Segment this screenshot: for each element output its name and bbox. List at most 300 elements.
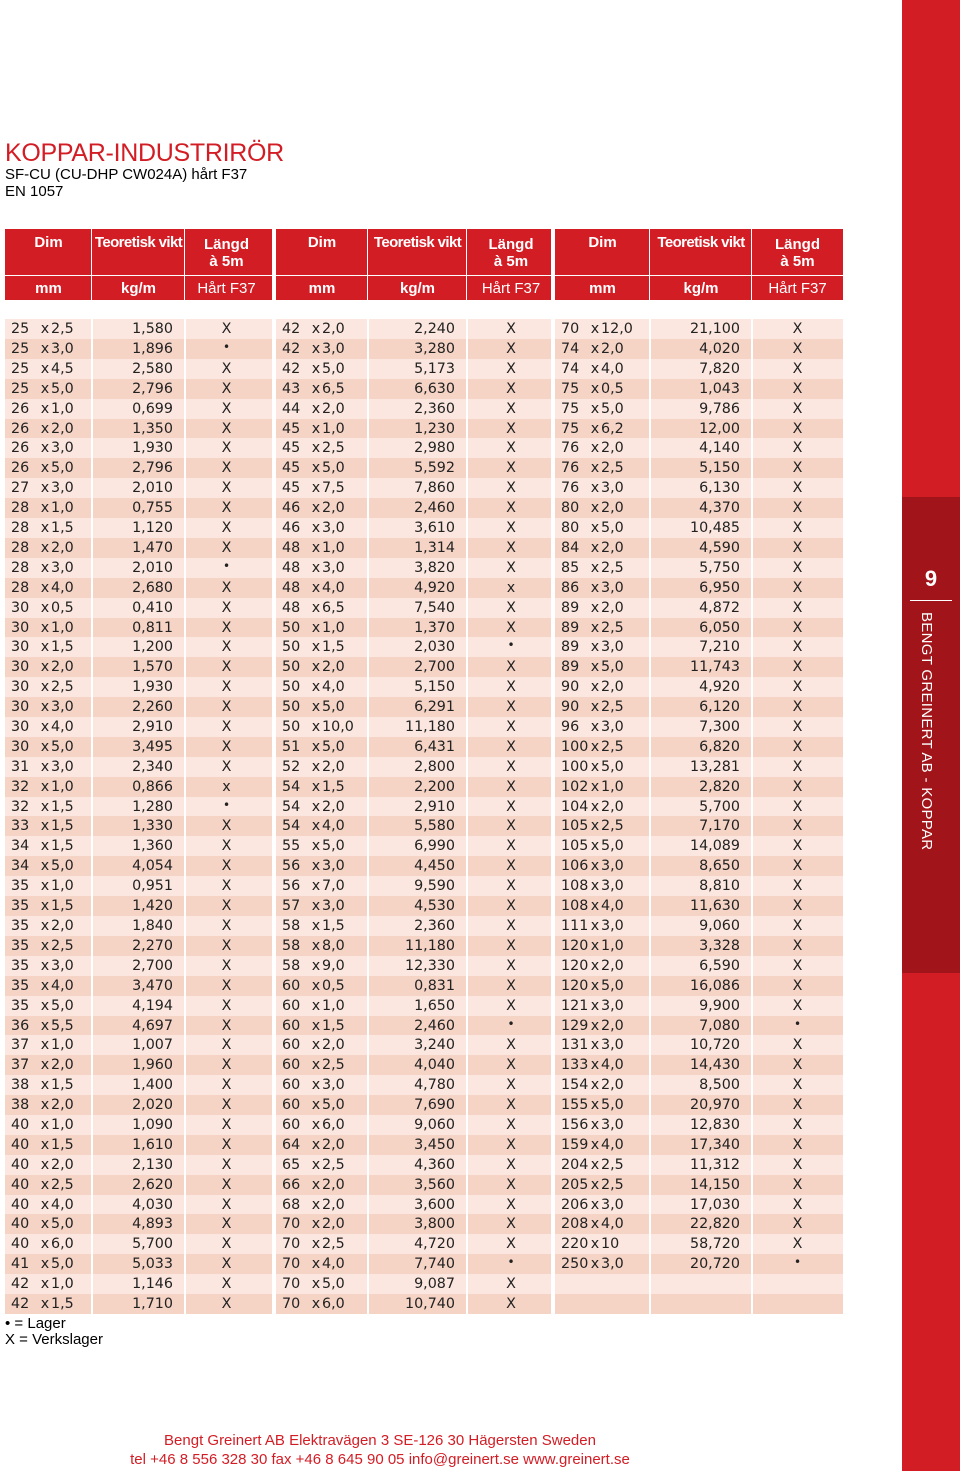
dim-wall: 2,0 (322, 321, 345, 337)
group-divider (551, 1214, 555, 1234)
weight-value: 5,592 (414, 460, 455, 476)
dim-wall: 5,0 (601, 659, 624, 675)
weight-value: 1,146 (132, 1276, 173, 1292)
dim-times: x (590, 659, 600, 675)
dim-wall: 3,0 (322, 560, 345, 576)
stock-mark: X (506, 1077, 516, 1093)
dim-wall: 2,5 (322, 1057, 345, 1073)
dim-wall: 2,0 (601, 440, 624, 456)
dim-outer: 90 (561, 699, 580, 715)
header-divider-horizontal (5, 275, 843, 276)
stock-mark: X (506, 1236, 516, 1252)
dim-outer: 34 (11, 838, 30, 854)
group-divider (551, 319, 555, 339)
dim-outer: 42 (282, 361, 301, 377)
dim-outer: 96 (561, 719, 580, 735)
stock-mark: X (506, 341, 516, 357)
weight-value: 7,690 (414, 1097, 455, 1113)
dim-wall: 5,0 (322, 1097, 345, 1113)
table-row (5, 976, 843, 996)
weight-value: 1,930 (132, 679, 173, 695)
stock-mark: X (792, 1197, 803, 1213)
dim-wall: 2,0 (322, 401, 345, 417)
table-row (5, 438, 843, 458)
weight-value: 10,485 (689, 520, 740, 536)
stock-dot: • (793, 1255, 802, 1269)
weight-value: 1,280 (132, 799, 173, 815)
dim-wall: 2,0 (322, 1137, 345, 1153)
dim-wall: 2,5 (601, 818, 624, 834)
dim-outer: 32 (11, 799, 30, 815)
weight-value: 4,194 (132, 998, 173, 1014)
dim-outer: 74 (561, 361, 580, 377)
stock-mark: X (221, 1117, 232, 1133)
stock-mark: X (506, 520, 516, 536)
dim-wall: 5,0 (601, 520, 624, 536)
dim-wall: 6,0 (51, 1236, 74, 1252)
dim-times: x (40, 1256, 50, 1272)
dim-times: x (311, 818, 321, 834)
stock-mark: X (221, 659, 232, 675)
weight-value: 2,270 (132, 938, 173, 954)
dim-times: x (590, 1018, 600, 1034)
dim-times: x (311, 1077, 321, 1093)
standard-spec: EN 1057 (5, 183, 64, 200)
dim-wall: 2,0 (51, 918, 74, 934)
dim-outer: 66 (282, 1177, 301, 1193)
dim-times: x (311, 779, 321, 795)
stock-mark: X (792, 1177, 803, 1193)
weight-value: 3,600 (414, 1197, 455, 1213)
dim-wall: 2,5 (322, 440, 345, 456)
dim-wall: 2,0 (322, 1037, 345, 1053)
group-divider (551, 1274, 555, 1294)
weight-value: 6,050 (699, 620, 740, 636)
dim-outer: 75 (561, 401, 580, 417)
page-title: KOPPAR-INDUSTRIRÖR (5, 139, 284, 167)
group-divider (551, 896, 555, 916)
dim-wall: 2,5 (322, 1236, 345, 1252)
stock-mark: X (506, 998, 516, 1014)
dim-wall: 2,0 (51, 1097, 74, 1113)
dim-wall: 1,0 (51, 1117, 74, 1133)
header-langd-unit: à 5m (209, 253, 244, 270)
dim-wall: 3,0 (51, 958, 74, 974)
footer-address: Bengt Greinert AB Elektravägen 3 SE-126 30 Hägersten Sweden (164, 1432, 596, 1449)
group-divider (551, 458, 555, 478)
group-divider (272, 498, 276, 518)
stock-mark: X (506, 818, 516, 834)
stock-mark: X (506, 600, 516, 616)
dim-outer: 46 (282, 520, 301, 536)
dim-outer: 37 (11, 1037, 30, 1053)
dim-wall: 2,5 (601, 1157, 624, 1173)
weight-value: 5,750 (699, 560, 740, 576)
stock-mark: X (792, 1057, 803, 1073)
dim-outer: 48 (282, 600, 301, 616)
dim-times: x (40, 818, 50, 834)
table-row (5, 478, 843, 498)
stock-dot: • (507, 1255, 515, 1269)
dim-outer: 30 (11, 699, 30, 715)
group-divider (551, 1294, 555, 1314)
dim-wall: 2,0 (601, 679, 624, 695)
dim-times: x (311, 421, 321, 437)
header-divider (751, 229, 752, 300)
dim-outer: 44 (282, 401, 301, 417)
stock-mark: X (506, 779, 516, 795)
dim-outer: 38 (11, 1077, 30, 1093)
dim-outer: 50 (282, 679, 301, 695)
dim-outer: 40 (11, 1236, 30, 1252)
stock-mark: X (792, 381, 803, 397)
dim-outer: 30 (11, 719, 30, 735)
weight-value: 7,820 (699, 361, 740, 377)
dim-wall: 1,5 (322, 1018, 345, 1034)
weight-value: 17,030 (689, 1197, 740, 1213)
dim-outer: 57 (282, 898, 301, 914)
stock-mark: X (792, 440, 803, 456)
dim-outer: 40 (11, 1157, 30, 1173)
weight-value: 4,360 (414, 1157, 455, 1173)
weight-value: 1,896 (132, 341, 173, 357)
stock-mark: X (221, 918, 232, 934)
dim-outer: 56 (282, 858, 301, 874)
dim-times: x (311, 520, 321, 536)
dim-times: x (311, 341, 321, 357)
table-row (5, 637, 843, 657)
group-divider (551, 717, 555, 737)
table-row (5, 916, 843, 936)
weight-value: 10,740 (404, 1296, 455, 1312)
dim-outer: 89 (561, 659, 580, 675)
dim-times: x (311, 978, 321, 994)
dim-times: x (40, 341, 50, 357)
group-divider (551, 1254, 555, 1274)
stock-mark: X (792, 600, 803, 616)
dim-wall: 3,0 (601, 1117, 624, 1133)
weight-value: 0,755 (132, 500, 173, 516)
weight-value: 4,920 (414, 580, 455, 596)
dim-wall: 5,0 (601, 838, 624, 854)
weight-value: 4,872 (699, 600, 740, 616)
dim-times: x (40, 639, 50, 655)
dim-outer: 50 (282, 719, 301, 735)
stock-mark: X (506, 1117, 516, 1133)
dim-times: x (311, 1177, 321, 1193)
dim-times: x (590, 779, 600, 795)
weight-value: 7,170 (699, 818, 740, 834)
weight-value: 1,610 (132, 1137, 173, 1153)
side-bar (902, 0, 960, 1471)
dim-times: x (590, 878, 600, 894)
weight-value: 20,970 (689, 1097, 740, 1113)
dim-times: x (40, 1117, 50, 1133)
dim-wall: 1,0 (51, 620, 74, 636)
dim-times: x (590, 739, 600, 755)
stock-mark: X (221, 818, 232, 834)
table-row (5, 777, 843, 797)
dim-outer: 76 (561, 440, 580, 456)
weight-value: 2,580 (132, 361, 173, 377)
dim-outer: 60 (282, 978, 301, 994)
weight-value: 0,811 (132, 620, 173, 636)
group-divider (272, 339, 276, 359)
dim-wall: 4,5 (51, 361, 74, 377)
dim-times: x (311, 679, 321, 695)
dim-outer: 105 (561, 838, 589, 854)
stock-mark: X (506, 878, 516, 894)
stock-mark: X (221, 1296, 232, 1312)
dim-outer: 89 (561, 600, 580, 616)
stock-mark: X (792, 799, 803, 815)
stock-mark: X (506, 699, 516, 715)
stock-mark: X (221, 759, 232, 775)
dim-wall: 1,5 (51, 799, 74, 815)
dim-wall: 3,0 (322, 858, 345, 874)
group-divider (272, 956, 276, 976)
stock-mark: X (792, 421, 803, 437)
stock-mark: X (221, 381, 232, 397)
weight-value: 1,230 (414, 421, 455, 437)
group-divider (272, 856, 276, 876)
dim-outer: 30 (11, 659, 30, 675)
weight-value: 9,900 (699, 998, 740, 1014)
dim-wall: 5,0 (51, 1216, 74, 1232)
weight-value: 2,360 (414, 401, 455, 417)
dim-wall: 6,2 (601, 421, 624, 437)
weight-value: 3,820 (414, 560, 455, 576)
dim-times: x (590, 1177, 600, 1193)
dim-outer: 28 (11, 520, 30, 536)
group-divider (551, 229, 555, 300)
group-divider (272, 896, 276, 916)
stock-mark: X (506, 1276, 516, 1292)
dim-times: x (40, 1018, 50, 1034)
dim-outer: 58 (282, 918, 301, 934)
weight-value: 0,866 (132, 779, 173, 795)
dim-outer: 89 (561, 639, 580, 655)
dim-outer: 65 (282, 1157, 301, 1173)
dim-times: x (590, 938, 600, 954)
dim-wall: 4,0 (322, 1256, 345, 1272)
dim-wall: 5,0 (322, 739, 345, 755)
dim-wall: 6,5 (322, 381, 345, 397)
dim-outer: 30 (11, 620, 30, 636)
dim-times: x (40, 460, 50, 476)
table-row (5, 876, 843, 896)
weight-value: 2,800 (414, 759, 455, 775)
dim-wall: 3,0 (601, 918, 624, 934)
weight-value: 1,960 (132, 1057, 173, 1073)
dim-outer: 80 (561, 500, 580, 516)
group-divider (272, 797, 276, 817)
header-dim: Dim (307, 233, 337, 251)
dim-outer: 35 (11, 898, 30, 914)
weight-value: 3,328 (699, 938, 740, 954)
weight-value: 2,910 (414, 799, 455, 815)
dim-wall: 2,0 (51, 659, 74, 675)
dim-wall: 3,0 (322, 1077, 345, 1093)
group-divider (272, 1175, 276, 1195)
dim-times: x (40, 918, 50, 934)
dim-wall: 2,0 (601, 500, 624, 516)
dim-outer: 35 (11, 878, 30, 894)
dim-outer: 26 (11, 440, 30, 456)
dim-times: x (40, 1057, 50, 1073)
weight-value: 1,840 (132, 918, 173, 934)
stock-mark: X (221, 580, 232, 596)
dim-outer: 30 (11, 739, 30, 755)
weight-value: 7,860 (414, 480, 455, 496)
column-divider (751, 1274, 753, 1294)
stock-mark: X (221, 1197, 232, 1213)
dim-times: x (40, 719, 50, 735)
header-unit-hardness: Hårt F37 (481, 279, 541, 297)
dim-wall: 2,0 (322, 1177, 345, 1193)
dim-times: x (311, 620, 321, 636)
group-divider (551, 498, 555, 518)
stock-mark: X (221, 500, 232, 516)
dim-outer: 28 (11, 580, 30, 596)
table-row (5, 1016, 843, 1036)
weight-value: 1,120 (132, 520, 173, 536)
group-divider (551, 1115, 555, 1135)
stock-mark: X (221, 898, 232, 914)
dim-outer: 42 (282, 341, 301, 357)
stock-mark: X (792, 918, 803, 934)
dim-wall: 2,0 (601, 958, 624, 974)
dim-wall: 1,0 (51, 500, 74, 516)
dim-outer: 60 (282, 1057, 301, 1073)
dim-times: x (40, 480, 50, 496)
dim-wall: 1,5 (51, 520, 74, 536)
weight-value: 6,291 (414, 699, 455, 715)
group-divider (272, 618, 276, 638)
dim-wall: 5,0 (51, 1256, 74, 1272)
stock-mark: X (792, 361, 803, 377)
stock-mark: X (792, 1077, 803, 1093)
group-divider (272, 816, 276, 836)
weight-value: 7,300 (699, 719, 740, 735)
dim-times: x (311, 1037, 321, 1053)
weight-value: 5,150 (414, 679, 455, 695)
dim-outer: 30 (11, 639, 30, 655)
weight-value: 4,920 (699, 679, 740, 695)
dim-wall: 4,0 (322, 679, 345, 695)
weight-value: 8,650 (699, 858, 740, 874)
weight-value: 2,360 (414, 918, 455, 934)
weight-value: 2,260 (132, 699, 173, 715)
dim-times: x (311, 440, 321, 456)
stock-mark: X (506, 620, 516, 636)
stock-mark: X (792, 779, 803, 795)
dim-times: x (311, 1276, 321, 1292)
dim-wall: 3,0 (601, 1256, 624, 1272)
stock-mark: X (792, 1097, 803, 1113)
weight-value: 6,130 (699, 480, 740, 496)
dim-wall: 5,5 (51, 1018, 74, 1034)
dim-times: x (590, 958, 600, 974)
group-divider (551, 637, 555, 657)
dim-times: x (590, 978, 600, 994)
group-divider (272, 379, 276, 399)
weight-value: 7,740 (414, 1256, 455, 1272)
dim-times: x (590, 540, 600, 556)
dim-outer: 100 (561, 739, 589, 755)
dim-outer: 33 (11, 818, 30, 834)
weight-value: 12,330 (404, 958, 455, 974)
group-divider (551, 737, 555, 757)
dim-times: x (40, 1177, 50, 1193)
group-divider (551, 836, 555, 856)
weight-value: 1,330 (132, 818, 173, 834)
stock-mark: X (221, 600, 232, 616)
stock-mark: X (792, 958, 803, 974)
weight-value: 0,699 (132, 401, 173, 417)
weight-value: 1,420 (132, 898, 173, 914)
dim-wall: 2,0 (601, 1077, 624, 1093)
group-divider (551, 1095, 555, 1115)
page-subtitle (5, 166, 247, 200)
stock-mark: X (221, 401, 232, 417)
dim-times: x (590, 321, 600, 337)
dim-times: x (40, 878, 50, 894)
table-row (5, 1274, 843, 1294)
stock-mark: X (506, 1097, 516, 1113)
group-divider (272, 836, 276, 856)
weight-value: 12,830 (689, 1117, 740, 1133)
dim-outer: 40 (11, 1197, 30, 1213)
dim-outer: 56 (282, 878, 301, 894)
table-row (5, 717, 843, 737)
dim-wall: 1,0 (51, 779, 74, 795)
group-divider (272, 876, 276, 896)
dim-times: x (590, 918, 600, 934)
table-row (5, 1115, 843, 1135)
dim-wall: 4,0 (51, 719, 74, 735)
dim-times: x (40, 600, 50, 616)
weight-value: 6,431 (414, 739, 455, 755)
dim-wall: 10,0 (322, 719, 354, 735)
weight-value: 12,00 (699, 421, 740, 437)
weight-value: 4,030 (132, 1197, 173, 1213)
legend (5, 1316, 103, 1348)
dim-times: x (590, 759, 600, 775)
weight-value: 4,040 (414, 1057, 455, 1073)
table-row (5, 1214, 843, 1234)
dim-times: x (590, 600, 600, 616)
stock-mark: X (792, 540, 803, 556)
dim-times: x (311, 858, 321, 874)
dim-wall: 4,0 (601, 898, 624, 914)
dim-times: x (311, 938, 321, 954)
group-divider (551, 916, 555, 936)
stock-mark: X (792, 580, 803, 596)
stock-mark: X (221, 620, 232, 636)
dim-wall: 1,5 (51, 818, 74, 834)
group-divider (272, 1214, 276, 1234)
weight-value: 14,150 (689, 1177, 740, 1193)
dim-times: x (590, 1117, 600, 1133)
stock-mark: X (792, 1236, 803, 1252)
dim-wall: 2,0 (322, 799, 345, 815)
group-divider (551, 777, 555, 797)
stock-mark: X (221, 719, 232, 735)
dim-times: x (311, 361, 321, 377)
dim-outer: 40 (11, 1137, 30, 1153)
dim-times: x (40, 1037, 50, 1053)
